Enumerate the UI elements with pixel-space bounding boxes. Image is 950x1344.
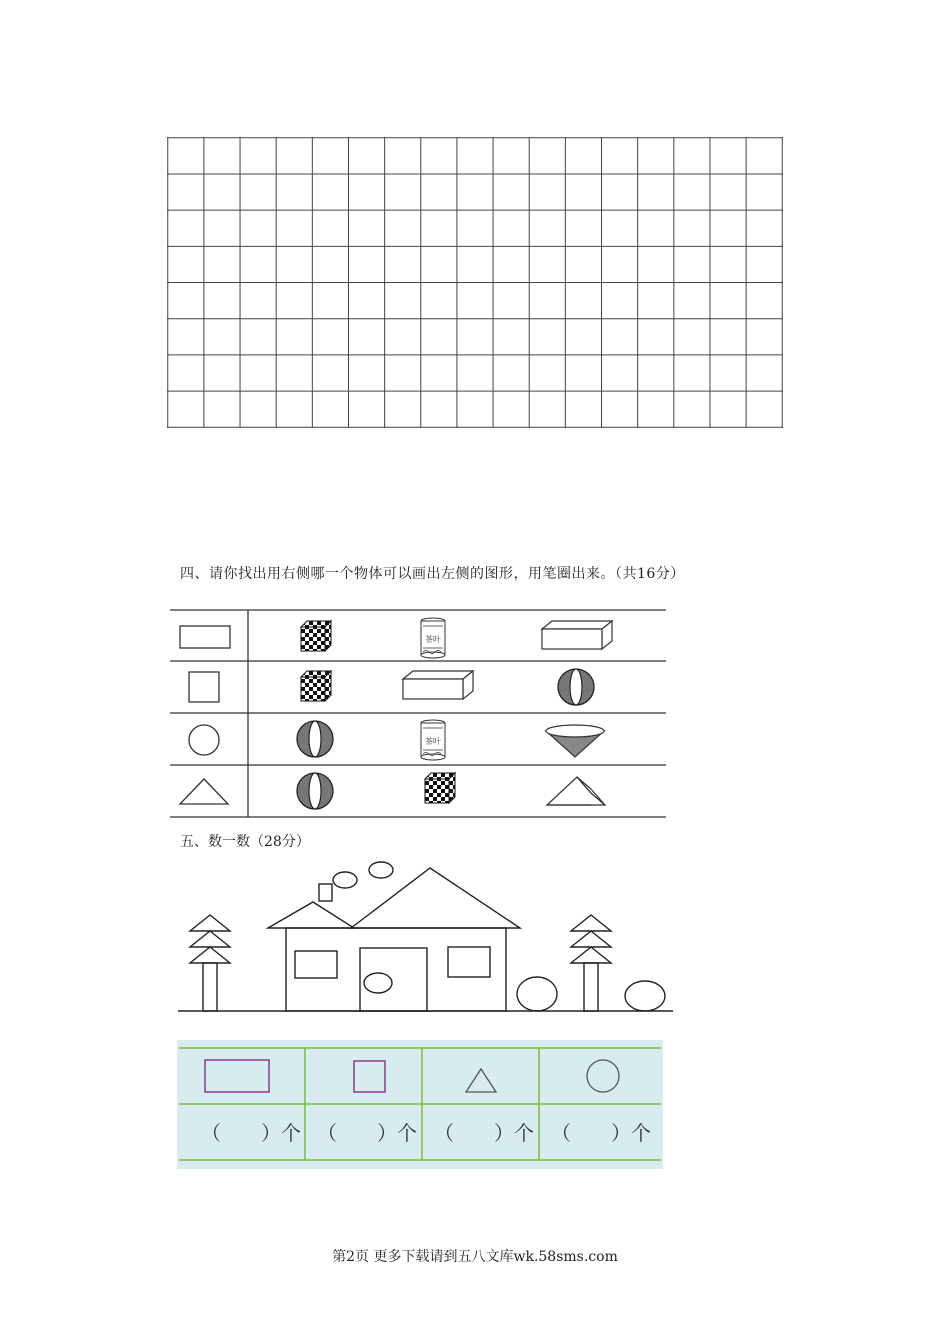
svg-text:茶叶: 茶叶 xyxy=(425,737,441,746)
ball-icon xyxy=(297,721,333,757)
shape-count-table xyxy=(177,1040,663,1169)
ball-icon xyxy=(297,773,333,809)
checkered-cube-icon xyxy=(301,671,331,701)
cuboid-icon xyxy=(542,621,612,649)
rectangle-shape xyxy=(180,626,230,648)
triangle-count-answer[interactable]: （ ）个 xyxy=(434,1121,534,1145)
checkered-cube-icon xyxy=(425,773,455,803)
ball-icon xyxy=(558,669,594,705)
question-5-heading: 五、数一数（28分） xyxy=(180,834,310,850)
page-footer: 第2页 更多下载请到五八文库wk.58sms.com xyxy=(332,1249,618,1265)
svg-text:茶叶: 茶叶 xyxy=(425,635,441,644)
shape-matching-table xyxy=(170,609,666,818)
cone-icon xyxy=(546,725,604,757)
square-count-answer[interactable]: （ ）个 xyxy=(317,1121,417,1145)
prism-icon xyxy=(547,777,605,805)
question-4-heading: 四、请你找出用右侧哪一个物体可以画出左侧的图形，用笔圈出来。（共16分） xyxy=(180,566,685,582)
house-drawing xyxy=(178,855,673,1017)
square-shape xyxy=(189,672,219,702)
triangle-shape xyxy=(180,779,228,804)
checkered-cube-icon xyxy=(301,621,331,651)
tea-can-icon xyxy=(421,618,445,658)
circle-shape xyxy=(189,725,219,755)
writing-grid xyxy=(167,137,783,428)
tea-can-icon xyxy=(421,720,445,760)
rectangle-count-answer[interactable]: （ ）个 xyxy=(201,1121,301,1145)
cuboid-icon xyxy=(403,671,473,699)
circle-count-answer[interactable]: （ ）个 xyxy=(551,1121,651,1145)
